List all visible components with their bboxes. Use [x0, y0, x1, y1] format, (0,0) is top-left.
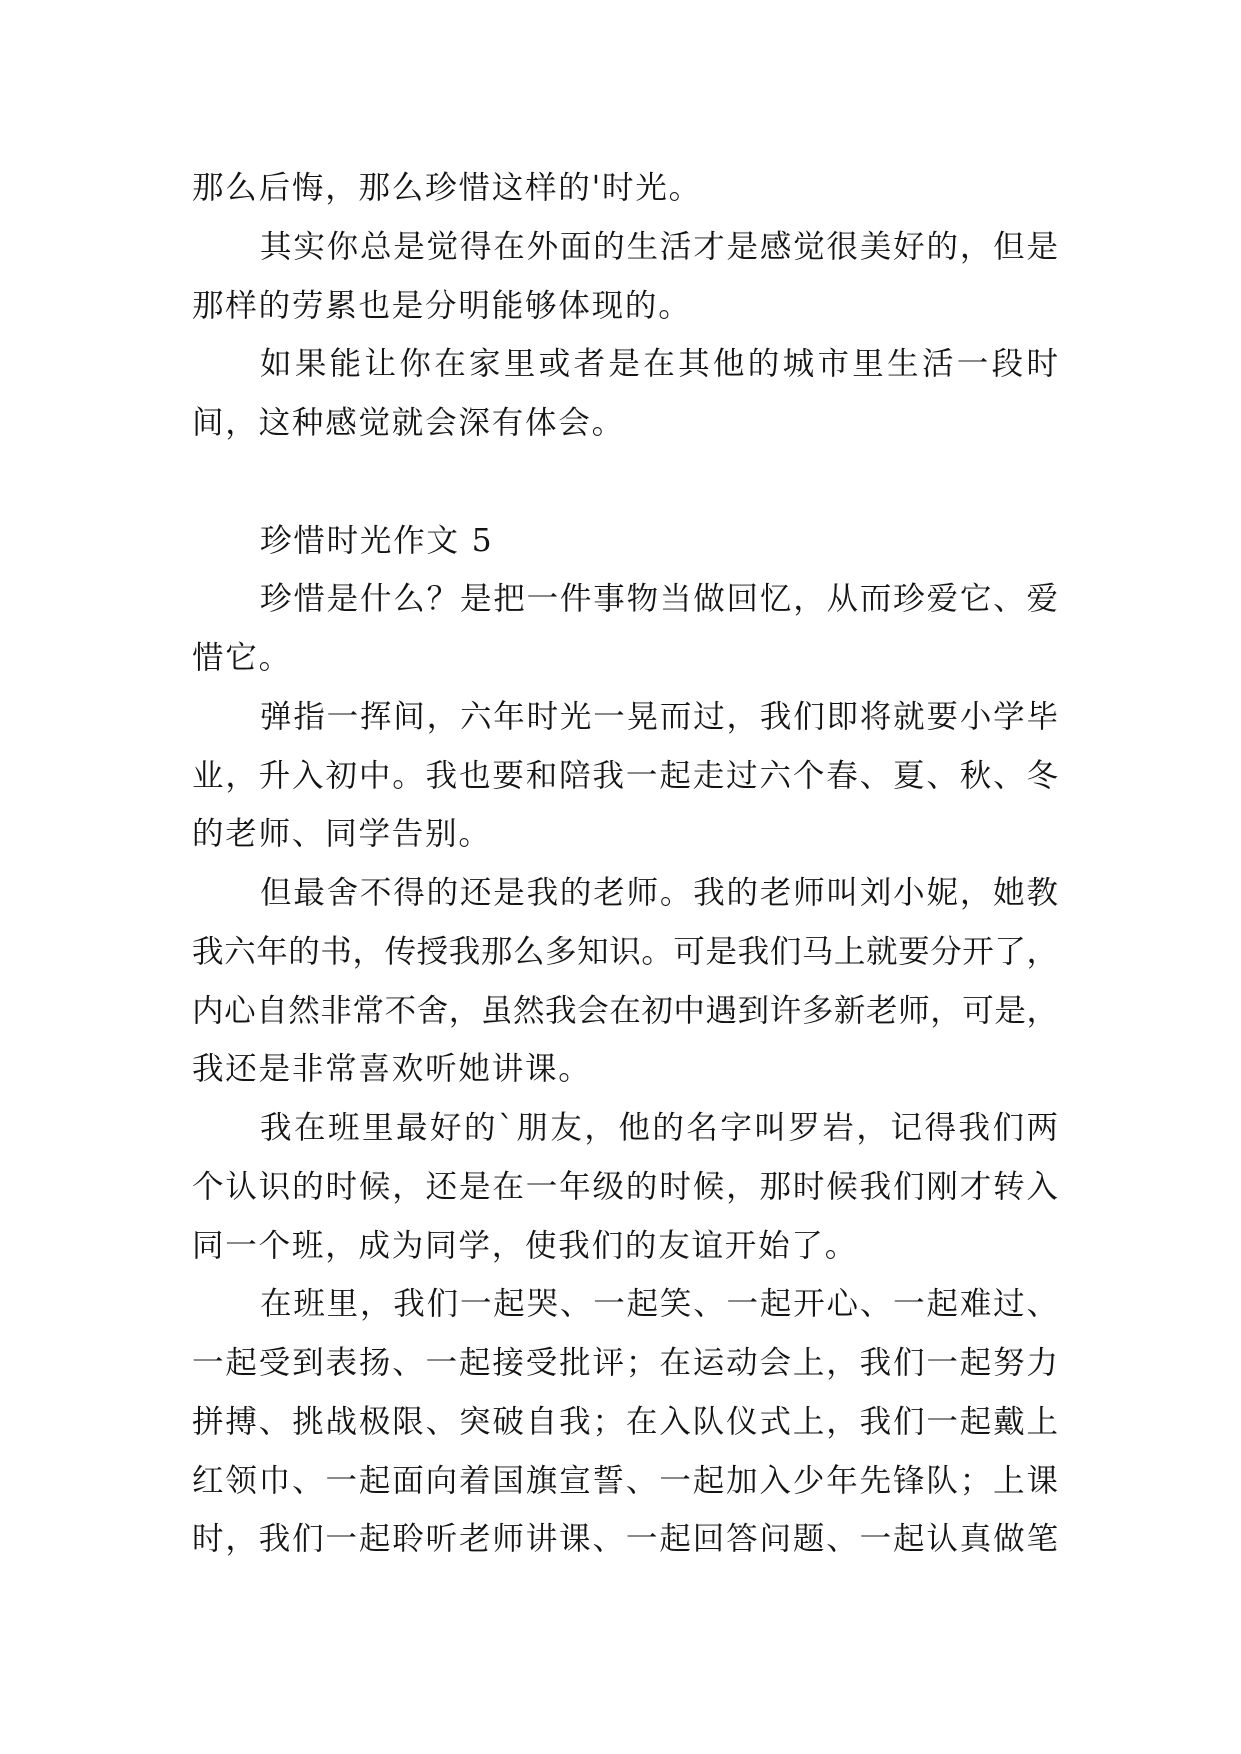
paragraph-line: 我六年的书，传授我那么多知识。可是我们马上就要分开了， [192, 933, 1058, 970]
paragraph-line: 一起受到表扬、一起接受批评；在运动会上，我们一起努力 [192, 1345, 1058, 1381]
paragraph [192, 1275, 1058, 1569]
section [192, 512, 1058, 1570]
paragraph-line: 的老师、同学告别。 [192, 816, 492, 853]
blank-line [192, 453, 1058, 512]
paragraph-line: 个认识的时候，还是在一年级的时候，那时候我们刚才转入 [192, 1168, 1058, 1205]
paragraph [192, 864, 1058, 1099]
paragraph [192, 688, 1058, 864]
paragraph [192, 218, 1058, 336]
paragraph [192, 570, 1058, 688]
paragraph-line: 在班里，我们一起哭、一起笑、一起开心、一起难过、 [260, 1286, 1058, 1323]
paragraph-line: 内心自然非常不舍，虽然我会在初中遇到许多新老师，可是， [192, 992, 1058, 1029]
paragraph-line: 我还是非常喜欢听她讲课。 [192, 1051, 592, 1088]
paragraph [192, 1099, 1058, 1275]
section [192, 159, 1058, 453]
paragraph-line: 如果能让你在家里或者是在其他的城市里生活一段时 [260, 346, 1058, 383]
paragraph-line: 我在班里最好的`朋友，他的名字叫罗岩，记得我们两 [260, 1110, 1058, 1146]
paragraph-line: 但最舍不得的还是我的老师。我的老师叫刘小妮，她教 [260, 875, 1058, 911]
section-title: 珍惜时光作文 5 [260, 522, 494, 559]
paragraph-line: 间，这种感觉就会深有体会。 [192, 405, 625, 441]
paragraph-line: 弹指一挥间，六年时光一晃而过，我们即将就要小学毕 [260, 698, 1058, 735]
paragraph-line: 那样的劳累也是分明能够体现的。 [192, 287, 692, 324]
paragraph-line: 那么后悔，那么珍惜这样的'时光。 [192, 170, 702, 206]
paragraph-line: 业，升入初中。我也要和陪我一起走过六个春、夏、秋、冬 [192, 757, 1058, 794]
paragraph-line: 红领巾、一起面向着国旗宣誓、一起加入少年先锋队；上课 [192, 1462, 1058, 1499]
paragraph-line: 拼搏、挑战极限、突破自我；在入队仪式上，我们一起戴上 [192, 1403, 1058, 1440]
paragraph-line: 时，我们一起聆听老师讲课、一起回答问题、一起认真做笔 [192, 1521, 1058, 1558]
document-body [192, 159, 1058, 1569]
paragraph [192, 335, 1058, 453]
paragraph-line: 其实你总是觉得在外面的生活才是感觉很美好的，但是 [260, 228, 1058, 265]
paragraph [192, 159, 1058, 218]
paragraph-line: 同一个班，成为同学，使我们的友谊开始了。 [192, 1227, 859, 1264]
paragraph-line: 珍惜是什么？是把一件事物当做回忆，从而珍爱它、爱 [260, 581, 1058, 618]
paragraph-line: 惜它。 [192, 640, 292, 676]
